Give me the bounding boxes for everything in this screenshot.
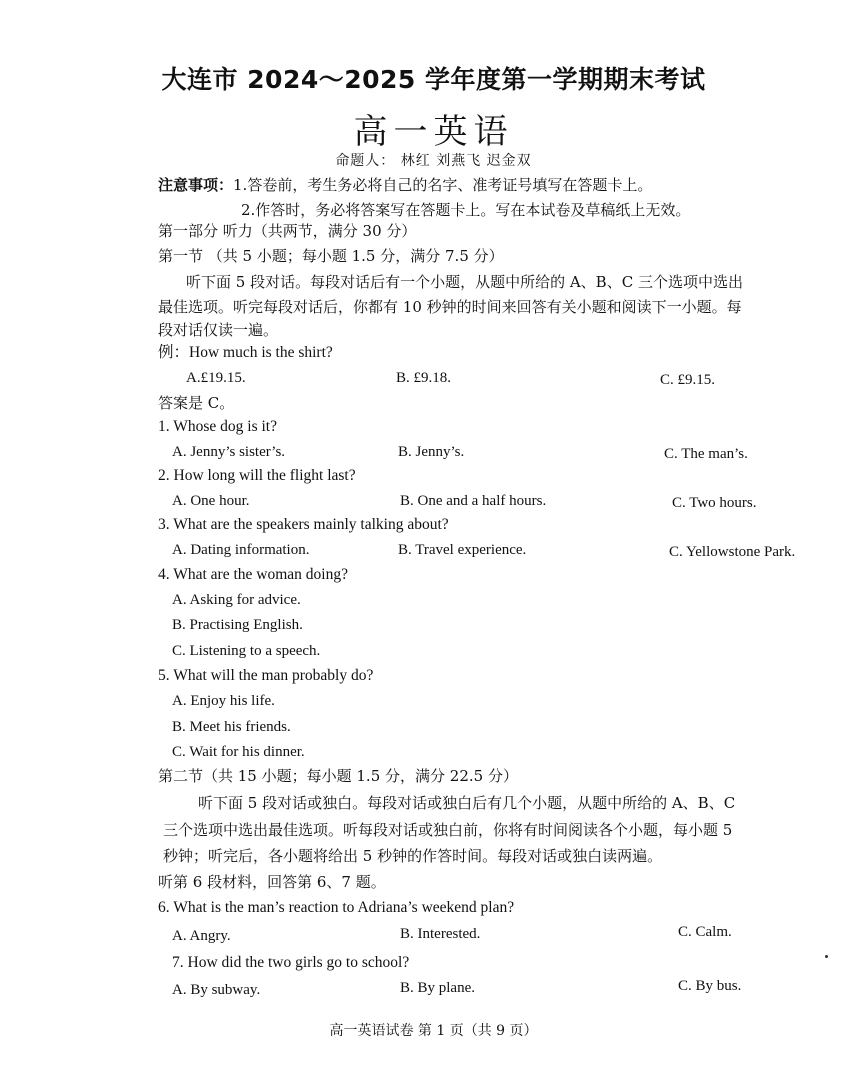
section2-instruction-1: 听下面 5 段对话或独白。每段对话或独白后有几个小题，从题中所给的 A、B、C: [198, 794, 736, 812]
authors-names: 林红 刘燕飞 迟金双: [400, 153, 532, 169]
example-option-b: B. £9.18.: [396, 370, 452, 386]
scan-speck: [825, 955, 828, 958]
example-question: 例：How much is the shirt?: [158, 344, 333, 361]
question-3: 3. What are the speakers mainly talking about?: [158, 516, 449, 533]
example-answer: 答案是 C。: [158, 394, 235, 412]
example-option-a: A.£19.15.: [186, 370, 246, 386]
question-7: 7. How did the two girls go to school?: [172, 954, 410, 971]
question-2: 2. How long will the flight last?: [158, 467, 356, 484]
section2-heading: 第二节（共 15 小题；每小题 1.5 分，满分 22.5 分）: [158, 767, 518, 785]
authors-line: [0, 150, 867, 170]
section1-instruction-1: 听下面 5 段对话。每段对话后有一个小题，从题中所给的 A、B、C 三个选项中选出: [186, 273, 743, 291]
q1-option-b: B. Jenny’s.: [398, 444, 465, 460]
notice-label: 注意事项：: [158, 176, 234, 194]
q2-option-c: C. Two hours.: [672, 495, 757, 511]
q5-option-c: C. Wait for his dinner.: [172, 744, 305, 760]
question-6: 6. What is the man’s reaction to Adriana’s weekend plan?: [158, 899, 515, 916]
notice-item-2: 2.作答时，务必将答案写在答题卡上。写在本试卷及草稿纸上无效。: [241, 201, 691, 219]
example-option-c: C. £9.15.: [660, 372, 716, 388]
q3-option-b: B. Travel experience.: [398, 542, 527, 558]
notice-item-1: 1.答卷前，考生务必将自己的名字、准考证号填写在答题卡上。: [233, 176, 653, 194]
q3-option-a: A. Dating information.: [172, 542, 310, 558]
q4-option-a: A. Asking for advice.: [172, 592, 301, 608]
q4-option-c: C. Listening to a speech.: [172, 643, 321, 659]
question-5: 5. What will the man probably do?: [158, 667, 374, 684]
q1-option-a: A. Jenny’s sister’s.: [172, 444, 286, 460]
q5-option-b: B. Meet his friends.: [172, 719, 291, 735]
q7-option-c: C. By bus.: [678, 978, 742, 994]
part1-heading: 第一部分 听力（共两节，满分 30 分）: [158, 222, 417, 240]
authors-label: 命题人：: [335, 153, 396, 169]
question-1: 1. Whose dog is it?: [158, 418, 277, 435]
q2-option-b: B. One and a half hours.: [400, 493, 547, 509]
q2-option-a: A. One hour.: [172, 493, 250, 509]
q6-option-c: C. Calm.: [678, 924, 732, 940]
notice-line-1: [158, 175, 652, 195]
q3-option-c: C. Yellowstone Park.: [669, 544, 796, 560]
q4-option-b: B. Practising English.: [172, 617, 303, 633]
section1-instruction-2: 最佳选项。听完每段对话后，你都有 10 秒钟的时间来回答有关小题和阅读下一小题。每: [158, 298, 742, 316]
section2-instruction-2: 三个选项中选出最佳选项。听每段对话或独白前，你将有时间阅读各个小题，每小题 5: [163, 821, 733, 839]
section1-heading: 第一节 （共 5 小题；每小题 1.5 分，满分 7.5 分）: [158, 247, 504, 265]
q7-option-b: B. By plane.: [400, 980, 475, 996]
q1-option-c: C. The man’s.: [664, 446, 748, 462]
q6-option-a: A. Angry.: [172, 928, 231, 944]
material-6-instruction: 听第 6 段材料，回答第 6、7 题。: [158, 873, 386, 891]
q7-option-a: A. By subway.: [172, 982, 261, 998]
q6-option-b: B. Interested.: [400, 926, 481, 942]
section1-instruction-3: 段对话仅读一遍。: [158, 321, 279, 339]
page-footer: 高一英语试卷 第 1 页（共 9 页）: [329, 1023, 538, 1039]
subject-title: 高一英语: [353, 112, 514, 152]
question-4: 4. What are the woman doing?: [158, 566, 348, 583]
exam-title: 大连市 2024～2025 学年度第一学期期末考试: [161, 65, 706, 94]
q5-option-a: A. Enjoy his life.: [172, 693, 275, 709]
section2-instruction-3: 秒钟；听完后，各小题将给出 5 秒钟的作答时间。每段对话或独白读两遍。: [163, 847, 663, 865]
